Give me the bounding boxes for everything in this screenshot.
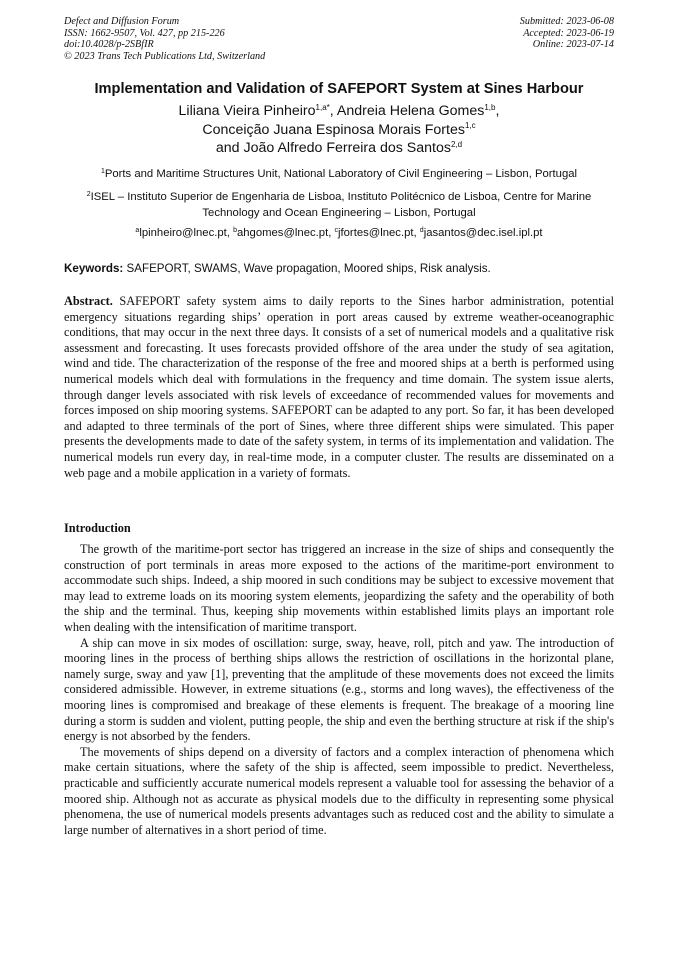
paragraph: A ship can move in six modes of oscillation: surge, sway, heave, roll, pitch and yaw. The introduction of mooring lines in the process of berthing ships allows the restriction of oscillations in the horizontal plane, namely surge, sway and yaw [1], preventing that the amplitude of these movements does not exceed the limits considered admissible. However, in extreme situations (e.g., storms and long waves), the effectiveness of the mooring lines is compromised and breakage of these elements is frequent. The breakage of a mooring line during a storm is sudden and violent, putting people, the ship and even the berthing structure at risk if the ship's energy is not absorbed by the fenders. (64, 635, 614, 744)
doi-link[interactable]: doi:10.4028/p-2SBfIR (64, 39, 154, 51)
keywords-label: Keywords: (64, 262, 124, 275)
email-sup: a (135, 227, 140, 234)
paragraph: The growth of the maritime-port sector has triggered an increase in the size of ships and consequently the construction of port terminals in areas more exposed to the actions of the maritime-port environment to accommodate such ships. Indeed, a ship moored in such conditions may be subject to excessive movement that may lead to extreme loads on its mooring system elements, jeopardizing the safety and the operability of both the ship and the terminal. Thus, keeping ship movements within established limits plays an important role when dealing with the intensification of maritime transport. (64, 542, 614, 634)
author-prefix: and (215, 140, 244, 156)
email-link[interactable]: ahgomes@lnec.pt, (236, 227, 332, 239)
email-link[interactable]: jfortes@lnec.pt, (338, 227, 417, 239)
email-link[interactable]: jasantos@dec.isel.ipl.pt (423, 227, 543, 239)
author-sup: 2,d (450, 139, 463, 149)
author-sup: 1,b (484, 102, 496, 112)
introduction-body (64, 542, 614, 838)
email-sup: b (233, 227, 237, 234)
issn-line: ISSN: 1662-9507, Vol. 427, pp 215-226 (64, 27, 225, 39)
author-line-2 (0, 122, 678, 141)
email-sup: d (419, 227, 424, 234)
paper-title: Implementation and Validation of SAFEPORT System at Sines Harbour (94, 81, 584, 97)
author-sup: 1,a* (315, 102, 330, 112)
author-list (0, 103, 678, 159)
author-name: Conceição Juana Espinosa Morais Fortes (202, 121, 465, 138)
abstract-label: Abstract. (64, 294, 113, 308)
author-line-3 (0, 140, 678, 159)
accepted-date: Accepted: 2023-06-19 (523, 27, 614, 39)
copyright-line: © 2023 Trans Tech Publications Ltd, Switzerland (64, 50, 266, 62)
email-sup: c (334, 227, 338, 234)
abstract-text: SAFEPORT safety system aims to daily reports to the Sines harbor administration, potential emergency situations regarding ships’ operation in port areas caused by extreme weather-oceanographic conditions, that may occur in the next three days. It consists of a set of numerical models and a qualitative risk assessment and forecasting. It uses forecasts provided offshore of the area under the study of sea agitation, wind and tide. The characterization of the response of the free and moored ships at a berth is performed using numerical models which deal with formulations in the frequency and time domain. The system issue alerts, through danger levels associated with risk levels of exceedance of recommended values for movements and forces imposed on ship mooring systems. SAFEPORT can be adapted to any port. So far, it has been developed and adapted to three terminals of the port of Sines, where three different ships were simulated. This paper presents the developments made to date of the safety system, in terms of its implementation and validation. The numerical models run every day, in real-time mode, in a computer cluster. The results are disseminated on a web page and a mobile application in a variety of formats. (64, 294, 614, 480)
email-list (64, 226, 614, 242)
affiliation-text: Ports and Maritime Structures Unit, National Laboratory of Civil Engineering – Lisbon, Portugal (104, 168, 578, 180)
paragraph: The movements of ships depend on a diversity of factors and a complex interaction of phenomena which make certain situations, where the safety of the ship is affected, seem impossible to predict. Nevertheless, practicable and sufficiently accurate numerical models represent a valuable tool for assessing the behavior of a moored ship. Although not as accurate as physical models due to the difficulty in representing some physical phenomena, the use of numerical models presents advantages such as reduced cost and the ability to simulate a large number of alternatives in a short period of time. (64, 744, 614, 837)
author-sup: 1,c (464, 121, 476, 130)
journal-header (64, 16, 265, 62)
author-name: Andreia Helena Gomes (336, 103, 485, 119)
affiliation-sup: 2 (86, 191, 91, 198)
affiliation-sup: 1 (100, 168, 105, 175)
dates-header (520, 16, 614, 51)
keywords (64, 262, 624, 275)
abstract (64, 294, 614, 481)
journal-name: Defect and Diffusion Forum (64, 16, 180, 27)
keywords-text: SAFEPORT, SWAMS, Wave propagation, Moored ships, Risk analysis. (126, 262, 491, 275)
email-link[interactable]: lpinheiro@lnec.pt, (139, 227, 230, 239)
author-name: Liliana Vieira Pinheiro (178, 103, 316, 119)
affiliation-1 (64, 167, 614, 183)
affiliation-2 (64, 190, 614, 220)
online-date: Online: 2023-07-14 (532, 39, 614, 51)
section-heading-introduction: Introduction (64, 521, 131, 535)
author-name: João Alfredo Ferreira dos Santos (243, 140, 451, 156)
submitted-date: Submitted: 2023-06-08 (519, 16, 614, 27)
affiliation-text: ISEL – Instituto Superior de Engenharia de Lisboa, Instituto Politécnico de Lisboa, Centre for Marine Technology and Ocean Engineering – Lisbon, Portugal (90, 191, 592, 219)
author-line-1: Liliana Vieira Pinheiro$^{1,a*}$, Andreia Helena Gomes$^{1,b}$, (178, 102, 500, 119)
